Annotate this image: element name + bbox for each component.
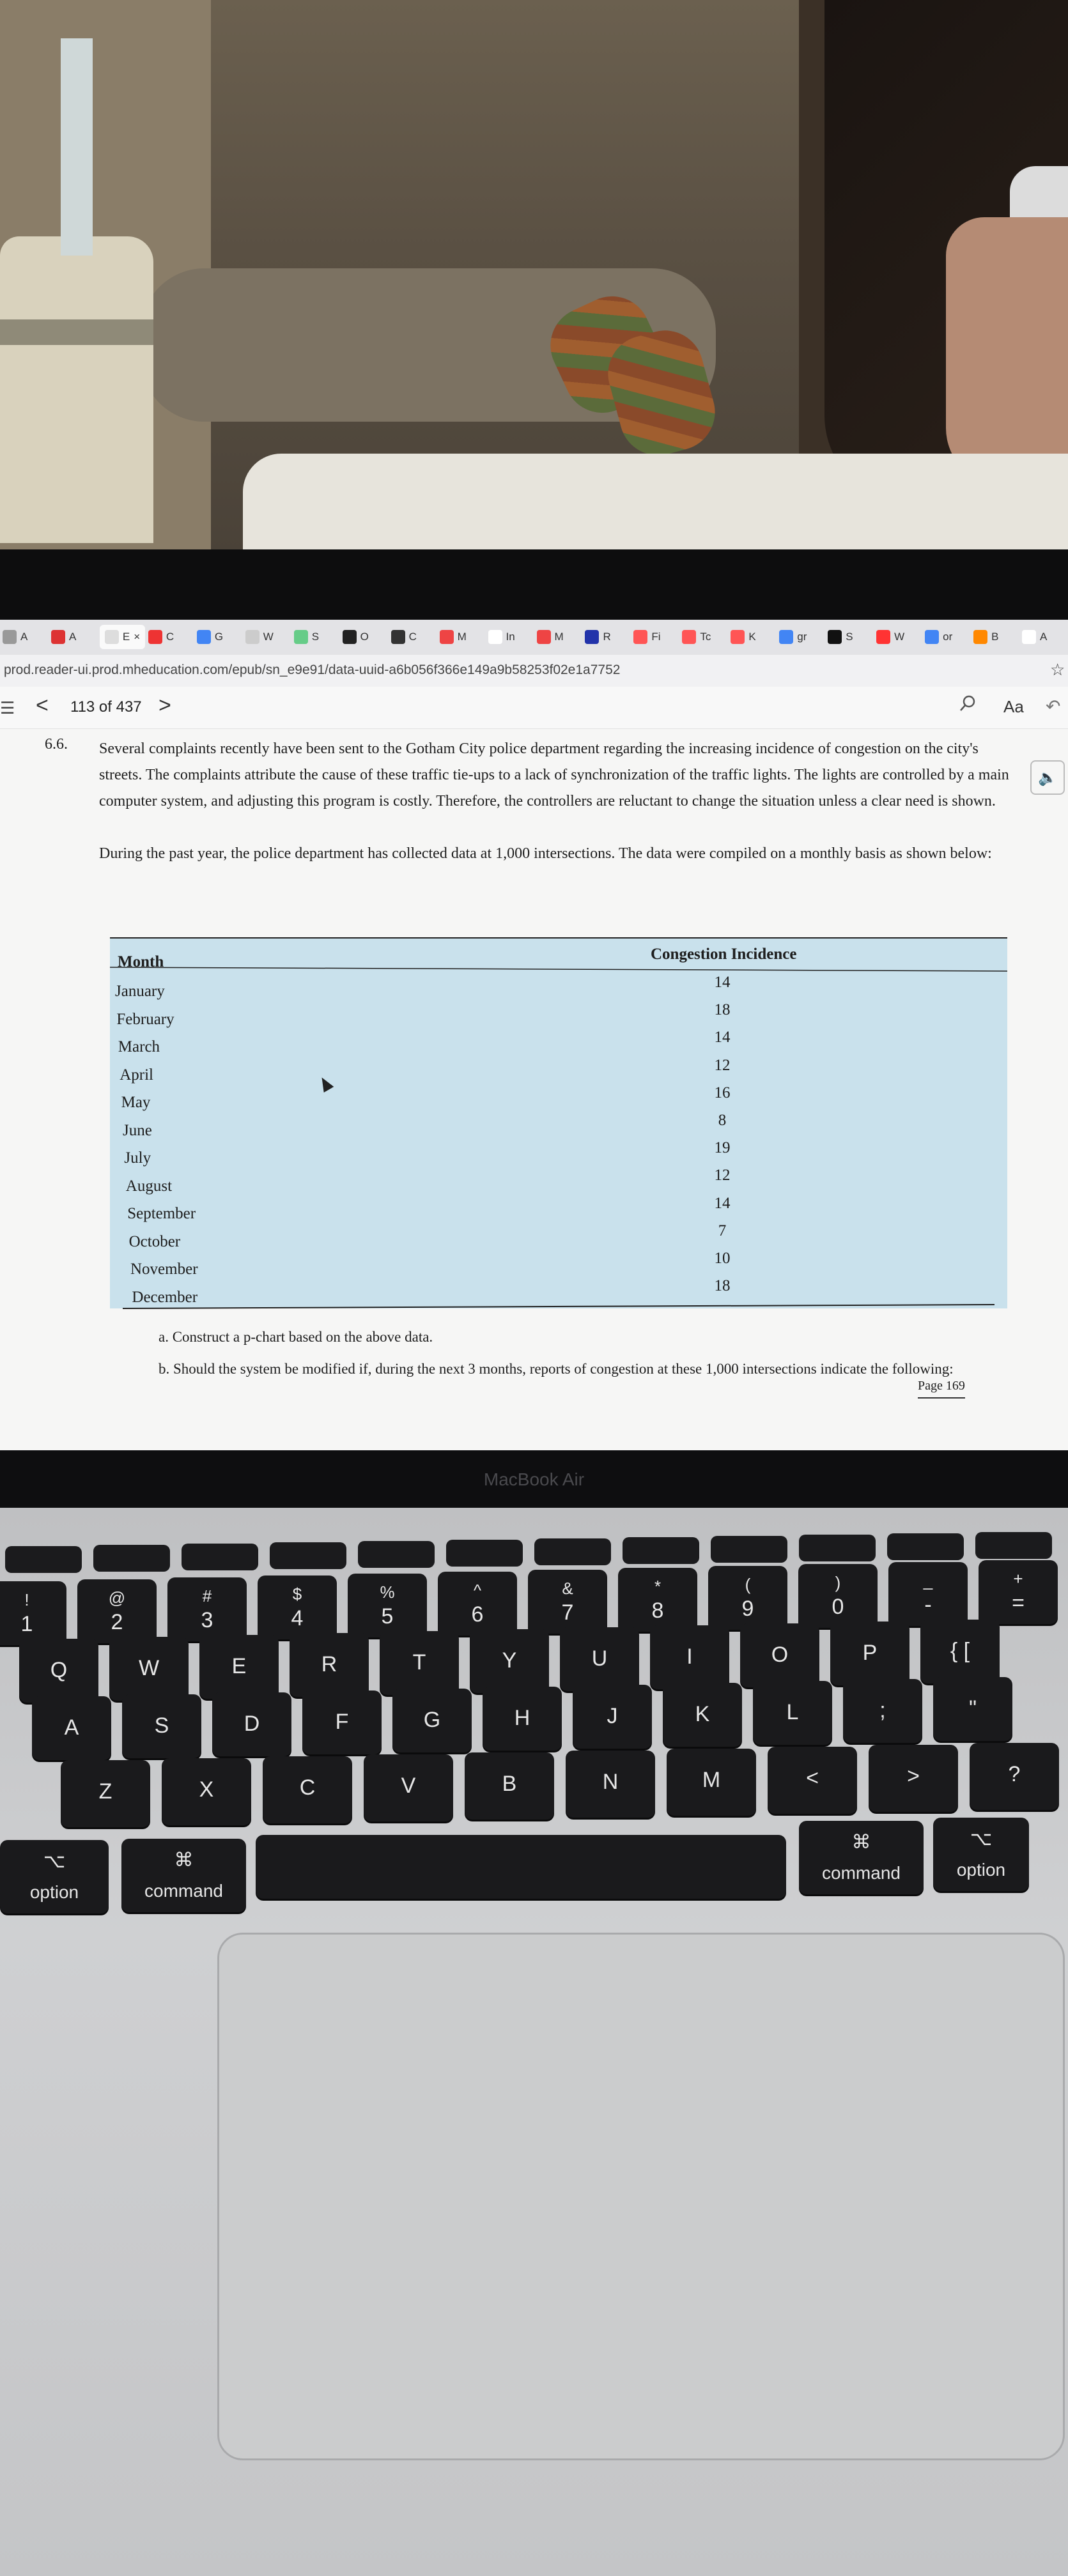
key-legend-shift: (	[745, 1575, 751, 1594]
key-letter[interactable]	[970, 1743, 1059, 1810]
reader-toolbar	[0, 687, 1068, 729]
function-key[interactable]	[446, 1540, 523, 1567]
browser-tab[interactable]	[585, 625, 610, 649]
tab-favicon-icon	[779, 630, 793, 644]
key-legend: option	[29, 1882, 79, 1902]
key-legend: ;	[879, 1698, 886, 1722]
browser-tab[interactable]	[1022, 625, 1047, 649]
table-cell-month: March	[118, 1038, 160, 1055]
table-cell-incidence: 12	[714, 1167, 731, 1184]
function-key[interactable]	[5, 1546, 82, 1573]
key-letter[interactable]	[122, 1694, 201, 1758]
table-cell-incidence: 10	[714, 1250, 731, 1267]
tab-favicon-icon	[488, 630, 502, 644]
tab-bar	[0, 620, 1068, 656]
table-cell-month: June	[123, 1121, 152, 1139]
table-cell-incidence: 8	[718, 1112, 727, 1129]
key-letter[interactable]	[843, 1679, 922, 1743]
key-number[interactable]	[438, 1572, 517, 1636]
browser-tab[interactable]	[876, 625, 904, 649]
page-indicator: 113 of 437	[70, 698, 142, 716]
tab-favicon-icon	[973, 630, 987, 644]
tab-label: B	[991, 631, 999, 643]
table-cell-month: December	[132, 1288, 198, 1306]
browser-tab[interactable]	[925, 625, 952, 649]
speaker-icon: 🔈	[1038, 769, 1057, 786]
key-number[interactable]	[798, 1564, 878, 1628]
key-symbol-icon: ⌥	[43, 1851, 66, 1872]
key-letter[interactable]	[753, 1681, 832, 1745]
key-legend: =	[1012, 1591, 1025, 1615]
tab-label: C	[408, 631, 417, 643]
question-part-a: a. Construct a p-chart based on the above data.	[159, 1329, 433, 1345]
table-cell-incidence: 14	[714, 1194, 731, 1212]
key-legend: command	[144, 1881, 223, 1901]
tab-favicon-icon	[3, 630, 17, 644]
table-cell-month: July	[124, 1149, 151, 1167]
browser-tab[interactable]	[828, 625, 853, 649]
key-letter[interactable]	[212, 1692, 291, 1756]
key-letter[interactable]	[302, 1690, 382, 1754]
tab-label: R	[603, 631, 611, 643]
function-key[interactable]	[711, 1536, 787, 1563]
hand	[946, 217, 1068, 486]
tab-label: O	[360, 631, 369, 643]
key-legend: 3	[201, 1608, 213, 1632]
key-letter[interactable]	[667, 1749, 756, 1816]
tab-favicon-icon	[537, 630, 551, 644]
page-number-label: Page 169	[918, 1379, 965, 1399]
table-cell-month: November	[130, 1261, 198, 1278]
command-key-right[interactable]	[799, 1821, 924, 1894]
key-letter[interactable]	[920, 1620, 1000, 1683]
key-number[interactable]	[0, 1581, 66, 1645]
browser-tab[interactable]	[391, 625, 417, 649]
key-legend: A	[64, 1715, 79, 1740]
key-number[interactable]	[888, 1562, 968, 1626]
key-legend: Q	[50, 1658, 68, 1682]
key-legend: Y	[502, 1648, 517, 1673]
table-background	[110, 934, 1007, 1311]
key-letter[interactable]	[470, 1629, 549, 1693]
key-legend: 2	[111, 1610, 123, 1634]
key-legend-shift: _	[923, 1571, 933, 1590]
tab-favicon-icon	[828, 630, 842, 644]
key-legend: D	[244, 1712, 260, 1736]
tab-close-icon[interactable]: ×	[134, 631, 141, 643]
key-letter[interactable]	[663, 1683, 742, 1747]
tab-favicon-icon	[245, 630, 259, 644]
function-key[interactable]	[975, 1532, 1052, 1559]
key-letter[interactable]	[162, 1758, 251, 1825]
key-letter[interactable]	[573, 1685, 652, 1749]
table-cell-month: October	[128, 1232, 181, 1250]
key-letter[interactable]	[380, 1631, 459, 1695]
pillow	[243, 454, 1068, 556]
tab-favicon-icon	[197, 630, 211, 644]
key-legend-shift: %	[380, 1583, 395, 1602]
function-key[interactable]	[358, 1541, 435, 1568]
tab-label: W	[894, 631, 905, 643]
key-number[interactable]	[77, 1579, 157, 1643]
next-page-button[interactable]: >	[159, 693, 171, 717]
key-letter[interactable]	[290, 1633, 369, 1697]
key-legend: P	[862, 1641, 878, 1665]
table-cell-month: February	[116, 1010, 174, 1028]
laptop-brand-label: MacBook Air	[483, 1469, 585, 1489]
key-legend: 8	[651, 1598, 664, 1623]
key-number[interactable]	[979, 1560, 1058, 1624]
key-legend: R	[321, 1652, 337, 1676]
column-header-month: Month	[118, 953, 164, 970]
key-legend: 4	[291, 1606, 304, 1630]
tab-favicon-icon	[294, 630, 308, 644]
menu-icon[interactable]: ☰	[0, 698, 15, 717]
tab-favicon-icon	[105, 630, 119, 644]
key-legend-shift: !	[24, 1590, 29, 1609]
tab-label: W	[263, 631, 274, 643]
function-key[interactable]	[799, 1535, 876, 1561]
trackpad[interactable]	[217, 1933, 1065, 2460]
key-legend: 1	[20, 1612, 33, 1636]
table-cell-incidence: 14	[714, 974, 731, 991]
key-legend: Z	[98, 1779, 112, 1804]
tab-label: S	[311, 631, 320, 643]
key-legend: ?	[1008, 1762, 1021, 1786]
tab-label: M	[554, 631, 564, 643]
table-cell-incidence: 16	[714, 1084, 731, 1101]
browser-tab[interactable]	[100, 625, 145, 649]
browser-tab[interactable]	[197, 625, 223, 649]
address-bar[interactable]	[0, 655, 1068, 687]
tab-favicon-icon	[440, 630, 454, 644]
tab-favicon-icon	[682, 630, 696, 644]
key-legend: I	[686, 1644, 693, 1669]
tab-favicon-icon	[731, 630, 745, 644]
function-key[interactable]	[887, 1533, 964, 1560]
search-icon[interactable]	[959, 694, 977, 712]
tab-label: S	[846, 631, 853, 643]
key-legend: V	[401, 1774, 416, 1798]
key-legend: G	[423, 1708, 441, 1732]
browser-tab[interactable]	[488, 625, 515, 649]
url-text[interactable]: prod.reader-ui.prod.mheducation.com/epub/sn_e9e91/data-uuid-a6b056f366e149a9b58253f02e1a7752	[4, 663, 621, 677]
key-legend: "	[968, 1696, 977, 1721]
data-table	[110, 934, 1007, 1311]
key-number[interactable]	[258, 1575, 337, 1639]
key-symbol-icon: ⌥	[970, 1828, 993, 1850]
tab-favicon-icon	[391, 630, 405, 644]
tab-label: E	[122, 631, 130, 643]
tab-label: Fi	[651, 631, 661, 643]
tab-label: Tc	[700, 631, 711, 643]
table-cell-incidence: 14	[714, 1029, 731, 1046]
key-legend: E	[231, 1654, 247, 1678]
laptop-screen	[0, 620, 1068, 1453]
key-letter[interactable]	[650, 1625, 729, 1689]
key-letter[interactable]	[830, 1621, 909, 1685]
key-letter[interactable]	[483, 1687, 562, 1751]
key-letter[interactable]	[61, 1760, 150, 1827]
key-number[interactable]	[348, 1574, 427, 1637]
key-legend: 6	[471, 1602, 484, 1627]
key-letter[interactable]	[560, 1627, 639, 1691]
tab-favicon-icon	[148, 630, 162, 644]
problem-number: 6.6.	[45, 736, 68, 753]
tab-label: A	[68, 631, 77, 643]
screen-bezel-top	[0, 549, 1068, 620]
font-settings-button[interactable]: Aa	[1003, 697, 1024, 716]
browser-tab[interactable]	[779, 625, 807, 649]
tab-label: K	[748, 631, 756, 643]
tab-favicon-icon	[876, 630, 890, 644]
key-legend: M	[702, 1768, 721, 1792]
book-page	[0, 728, 1068, 1453]
back-icon[interactable]: ↶	[1046, 696, 1061, 716]
key-legend: W	[138, 1656, 160, 1680]
tab-favicon-icon	[1022, 630, 1036, 644]
function-key[interactable]	[270, 1542, 346, 1569]
browser-tab[interactable]	[973, 625, 998, 649]
key-letter[interactable]	[109, 1637, 189, 1701]
question-part-b: b. Should the system be modified if, during the next 3 months, reports of congestion at these 1,000 intersections indicate the following:	[159, 1361, 954, 1377]
key-legend: -	[924, 1593, 932, 1617]
bookmark-star-icon[interactable]: ☆	[1050, 660, 1065, 679]
key-legend: K	[695, 1702, 710, 1726]
browser-tab[interactable]	[51, 625, 76, 649]
option-key-right[interactable]	[933, 1818, 1029, 1891]
key-legend: <	[806, 1766, 819, 1790]
tab-label: or	[943, 631, 953, 643]
tab-label: A	[1040, 631, 1048, 643]
tab-favicon-icon	[585, 630, 599, 644]
command-key-left[interactable]	[121, 1839, 246, 1912]
key-letter[interactable]	[263, 1756, 352, 1823]
key-legend-shift: +	[1013, 1569, 1023, 1588]
key-legend-shift: @	[108, 1588, 126, 1607]
problem-paragraph: Several complaints recently have been sent to the Gotham City police department regarding the increasing incidence of congestion on the city's streets. The complaints attribute the cause of these traffic tie-ups to a lack of synchronization of the traffic lights. The lights are controlled by a main computer system, and adjusting this program is costly. Therefore, the controllers are reluctant to change the situation unless a clear need is shown.	[99, 740, 1009, 809]
function-key[interactable]	[623, 1537, 699, 1564]
key-number[interactable]	[708, 1566, 787, 1630]
tumbler-cup	[0, 236, 153, 543]
key-legend: 7	[561, 1600, 574, 1625]
key-legend-shift: $	[292, 1584, 302, 1604]
straw	[61, 38, 93, 256]
option-key-left[interactable]	[0, 1840, 109, 1913]
key-legend: B	[502, 1772, 517, 1796]
key-legend: J	[607, 1704, 618, 1728]
function-key[interactable]	[534, 1538, 611, 1565]
key-number[interactable]	[618, 1568, 697, 1632]
problem-paragraph: During the past year, the police department has collected data at 1,000 intersections. The data were compiled on a monthly basis as shown below:	[99, 845, 992, 862]
previous-page-button[interactable]: <	[36, 693, 49, 717]
browser-tab[interactable]	[343, 625, 369, 649]
tab-label: In	[506, 631, 515, 643]
table-shading	[110, 938, 1007, 1308]
table-cell-month: May	[121, 1094, 151, 1111]
key-number[interactable]	[528, 1570, 607, 1634]
key-number[interactable]	[167, 1577, 247, 1641]
browser-tab[interactable]	[3, 625, 27, 649]
key-symbol-icon: ⌘	[851, 1832, 871, 1853]
key-legend: command	[822, 1863, 901, 1883]
tab-label: gr	[797, 631, 807, 643]
table-cell-month: August	[125, 1177, 173, 1195]
key-legend: C	[299, 1775, 316, 1800]
tab-favicon-icon	[633, 630, 647, 644]
table-cell-incidence: 19	[714, 1139, 731, 1157]
key-symbol-icon: ⌘	[174, 1850, 194, 1871]
key-legend: option	[956, 1860, 1006, 1880]
tab-label: C	[166, 631, 174, 643]
table-cell-month: April	[120, 1066, 153, 1084]
key-legend-shift: *	[654, 1577, 662, 1596]
key-legend: F	[335, 1710, 349, 1734]
key-legend-shift: #	[202, 1586, 212, 1606]
key-legend: X	[199, 1777, 214, 1802]
browser-tab[interactable]	[440, 625, 467, 649]
key-legend-shift: ^	[473, 1581, 482, 1600]
key-letter[interactable]	[392, 1689, 472, 1752]
key-legend: U	[591, 1646, 608, 1671]
key-legend: T	[412, 1650, 426, 1675]
spacebar[interactable]	[256, 1835, 786, 1899]
key-legend: { [	[950, 1639, 970, 1663]
tab-favicon-icon	[925, 630, 939, 644]
key-letter[interactable]	[465, 1752, 554, 1820]
browser-tab[interactable]	[731, 625, 755, 649]
key-letter[interactable]	[19, 1639, 98, 1703]
table-cell-month: September	[127, 1205, 196, 1222]
key-letter[interactable]	[869, 1745, 958, 1812]
key-legend: 0	[832, 1595, 844, 1619]
function-key[interactable]	[93, 1545, 170, 1572]
browser-tab[interactable]	[148, 625, 174, 649]
table-cell-incidence: 18	[714, 1277, 731, 1295]
key-letter[interactable]	[199, 1635, 279, 1699]
key-letter[interactable]	[364, 1754, 453, 1821]
tab-label: M	[457, 631, 467, 643]
key-letter[interactable]	[768, 1747, 857, 1814]
function-key[interactable]	[182, 1544, 258, 1570]
tumbler-band	[0, 319, 153, 345]
table-cell-incidence: 12	[714, 1056, 731, 1074]
key-legend: 5	[381, 1604, 394, 1629]
key-legend: >	[907, 1764, 920, 1788]
column-header-incidence: Congestion Incidence	[651, 946, 797, 963]
table-cell-incidence: 7	[718, 1222, 727, 1239]
key-letter[interactable]	[566, 1751, 655, 1818]
key-legend: N	[602, 1770, 619, 1794]
table-cell-month: January	[115, 983, 165, 1000]
browser-tab[interactable]	[245, 625, 274, 649]
table-cell-incidence: 18	[714, 1001, 731, 1019]
key-legend: H	[514, 1706, 530, 1730]
key-legend: S	[154, 1713, 169, 1738]
browser-tab[interactable]	[537, 625, 564, 649]
key-letter[interactable]	[32, 1696, 111, 1760]
key-letter[interactable]	[740, 1623, 819, 1687]
tab-favicon-icon	[343, 630, 357, 644]
key-legend-shift: &	[562, 1579, 573, 1598]
background-room	[0, 0, 1068, 556]
browser-tab[interactable]	[682, 625, 711, 649]
key-legend: 9	[741, 1597, 754, 1621]
key-letter[interactable]	[933, 1677, 1012, 1741]
tab-favicon-icon	[51, 630, 65, 644]
tab-label: A	[20, 631, 28, 643]
key-legend-shift: )	[835, 1573, 841, 1592]
key-legend: O	[771, 1643, 789, 1667]
browser-tab[interactable]	[633, 625, 660, 649]
key-legend: L	[786, 1700, 799, 1724]
browser-tab[interactable]	[294, 625, 319, 649]
tab-label: G	[214, 631, 224, 643]
